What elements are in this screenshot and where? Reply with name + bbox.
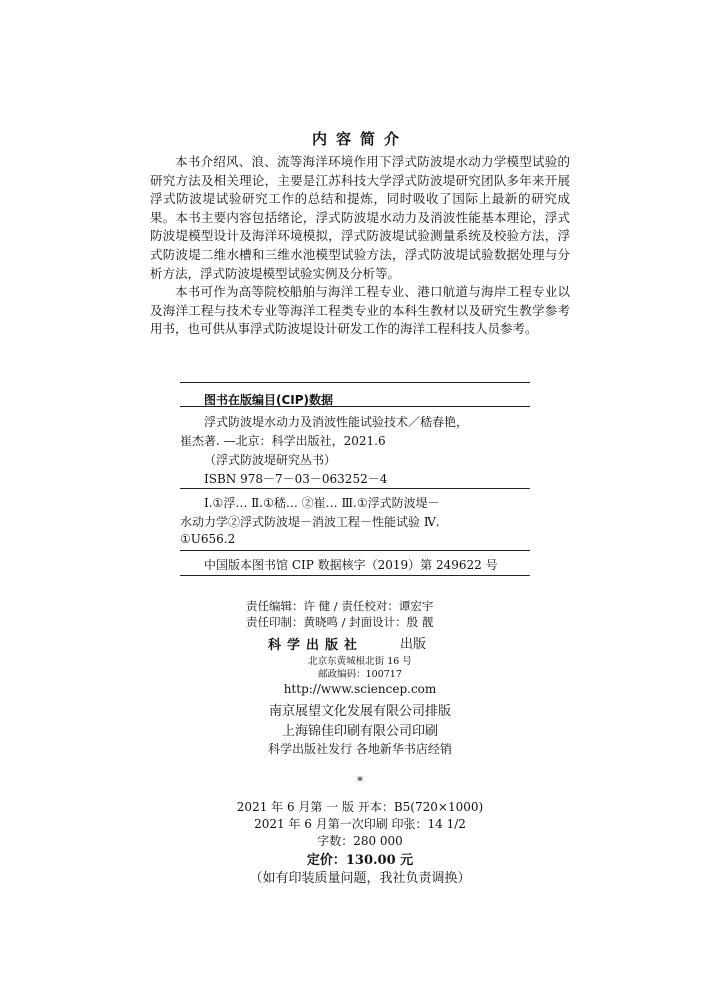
separator-star: * [357, 774, 363, 788]
edition-line: 2021 年 6 月第 一 版 开本：B5(720×1000) [236, 800, 484, 814]
cip-title: 图书在版编目(CIP)数据 [204, 393, 334, 407]
cip-series: （浮式防波堤研究丛书） [204, 453, 337, 467]
word-count: 字数：280 000 [317, 834, 403, 848]
publisher-url: http://www.sciencep.com [283, 682, 437, 696]
intro-paragraph: 本书可作为高等院校船舶与海洋工程专业、港口航道与海岸工程专业以及海洋工程与技术专业等海洋工程类专业的本科生教材以及研究生教学参考用书，也可供从事浮式防波堤设计研发工作的海洋工程科技人员参考。 [150, 284, 570, 337]
cip-rule [180, 488, 530, 489]
cip-line: 浮式防波堤水动力及消波性能试验技术／嵇春艳， [204, 415, 469, 429]
cip-bottom-rule [180, 575, 530, 576]
publisher-postcode: 邮政编码：100717 [318, 669, 402, 680]
intro-heading: 内容简介 [311, 130, 408, 148]
cip-rule [180, 550, 530, 551]
typesetter: 南京展望文化发展有限公司排版 [268, 704, 451, 719]
intro-paragraph: 本书介绍风、浪、流等海洋环境作用下浮式防波堤水动力学模型试验的研究方法及相关理论，主要是江苏科技大学浮式防波堤研究团队多年来开展浮式防波堤试验研究工作的总结和提炼，同时吸收了国际上最新的研究成果。本书主要内容包括绪论，浮式防波堤水动力及消波性能基本理论，浮式防波堤模型设计及海洋环境模拟，浮式防波堤试验测量系统及校验方法，浮式防波堤二维水槽和三维水池模型试验方法，浮式防波堤试验数据处理与分析方法，浮式防波堤模型试验实例及分析等。 [150, 154, 570, 281]
printing-line: 2021 年 6 月第一次印刷 印张：14 1/2 [254, 817, 466, 831]
cip-line: 崔杰著. —北京：科学出版社，2021.6 [180, 434, 386, 448]
publisher-suffix: 出版 [400, 637, 427, 652]
cip-isbn: ISBN 978－7－03－063252－4 [204, 472, 388, 486]
cip-classification: 水动力学②浮式防波堤－消波工程－性能试验 Ⅳ. [180, 515, 440, 529]
cip-classification: Ⅰ.①浮… Ⅱ.①嵇… ②崔… Ⅲ.①浮式防波堤－ [204, 496, 440, 510]
publisher-address: 北京东黄城根北街 16 号 [308, 656, 412, 667]
publisher-logo: 科学出版社 [268, 638, 364, 653]
cip-classification: ①U656.2 [180, 532, 236, 546]
printer: 上海锦佳印刷有限公司印刷 [281, 724, 438, 739]
cip-number: 中国版本图书馆 CIP 数据核字（2019）第 249622 号 [204, 558, 498, 572]
quality-notice: （如有印装质量问题，我社负责调换） [249, 871, 471, 886]
price: 定价：130.00 元 [306, 853, 414, 868]
credits-production: 责任印制：黄晓鸣 / 封面设计：殷 靓 [246, 615, 434, 629]
cip-title-rule [180, 406, 530, 407]
intro-text [150, 153, 570, 339]
credits-editors: 责任编辑：许 健 / 责任校对：谭宏宇 [246, 599, 434, 613]
distribution: 科学出版社发行 各地新华书店经销 [268, 742, 452, 756]
cip-top-rule [180, 382, 530, 383]
